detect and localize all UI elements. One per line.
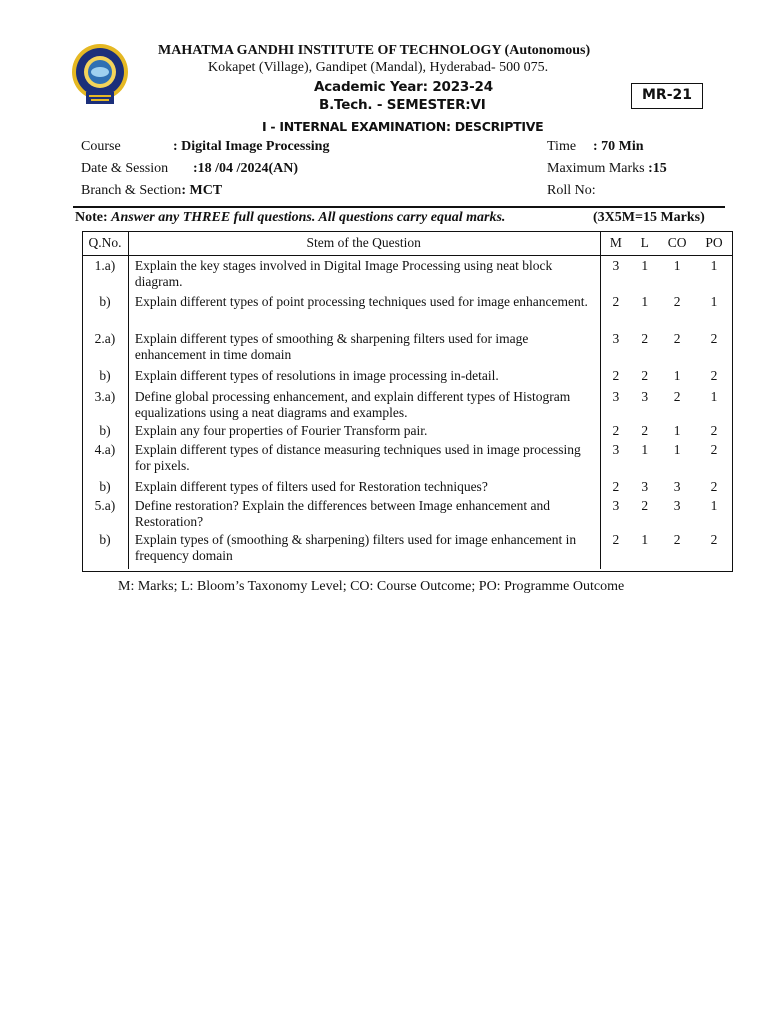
max-marks-value: :15 [648, 161, 667, 176]
table-header-row [82, 231, 733, 256]
question-number: b) [82, 367, 128, 388]
note [75, 210, 505, 226]
question-stem: Explain the key stages involved in Digital Image Processing using neat block diagram. [128, 256, 601, 293]
date-session-label: Date & Session [81, 161, 169, 176]
marks-cell: 2 [612, 531, 620, 547]
programme-outcome-cell: 2 [710, 367, 718, 383]
question-stem: Explain any four properties of Fourier Transform pair. [128, 422, 601, 441]
bloom-level-cell: 2 [641, 422, 649, 438]
institute-address: Kokapet (Village), Gandipet (Mandal), Hyderabad- 500 075. [208, 60, 549, 75]
course-outcome-cell: 1 [673, 441, 681, 457]
max-marks [547, 161, 667, 177]
programme-outcome-cell: 2 [710, 531, 718, 547]
marks-cell: 2 [612, 422, 620, 438]
course-outcome-cell: 2 [673, 293, 681, 309]
question-number: 4.a) [82, 441, 128, 478]
programme-outcome-cell: 1 [710, 497, 718, 513]
table-row [82, 388, 733, 422]
time-label: Time [547, 139, 577, 154]
bloom-level-cell: 1 [641, 441, 649, 457]
marks-cell: 2 [612, 293, 620, 309]
bloom-level-cell: 1 [641, 293, 649, 309]
divider [73, 206, 725, 208]
institute-title: MAHATMA GANDHI INSTITUTE OF TECHNOLOGY [158, 43, 502, 58]
course-outcome-cell: 2 [673, 330, 681, 346]
table-row [82, 422, 733, 441]
table-row [82, 330, 733, 367]
course-outcome-cell: 1 [673, 258, 681, 273]
course-label: Course [81, 139, 121, 154]
regulation-box: MR-21 [631, 83, 703, 109]
header-m: M [601, 231, 630, 256]
marks-cell: 3 [612, 497, 620, 513]
course-outcome-cell: 2 [673, 531, 681, 547]
semester: B.Tech. - SEMESTER:VI [319, 97, 486, 113]
header-l: L [630, 231, 659, 256]
question-number: b) [82, 422, 128, 441]
question-stem: Define global processing enhancement, and explain different types of Histogram equalizations using a neat diagrams and examples. [128, 388, 601, 422]
table-row [82, 293, 733, 330]
question-number: b) [82, 293, 128, 330]
table-row [82, 367, 733, 388]
institute-name [158, 43, 590, 59]
legend: M: Marks; L: Bloom’s Taxonomy Level; CO: Course Outcome; PO: Programme Outcome [118, 579, 625, 594]
programme-outcome-cell: 2 [710, 422, 718, 438]
table-body [82, 256, 733, 569]
bloom-level-cell: 2 [641, 330, 649, 346]
bloom-level-cell: 2 [641, 367, 649, 383]
academic-year: Academic Year: 2023-24 [314, 79, 493, 95]
course-outcome-cell: 1 [673, 367, 681, 383]
time-value: : 70 Min [593, 139, 644, 154]
question-stem: Explain different types of resolutions in image processing in-detail. [128, 367, 601, 388]
table-row [82, 478, 733, 497]
marks-cell: 3 [612, 388, 620, 404]
table-row [82, 441, 733, 478]
programme-outcome-cell: 1 [710, 293, 718, 309]
bloom-level-cell: 3 [641, 388, 649, 404]
question-number: 2.a) [82, 330, 128, 367]
question-number: b) [82, 478, 128, 497]
autonomous-label: (Autonomous) [504, 43, 591, 58]
question-number: 5.a) [82, 497, 128, 531]
header-stem: Stem of the Question [128, 231, 601, 256]
question-number: 1.a) [82, 256, 128, 293]
branch-value: : MCT [181, 183, 223, 198]
question-stem: Explain different types of distance measuring techniques used in image processing for pixels. [128, 441, 601, 478]
branch-section [81, 183, 222, 199]
note-label: Note: [75, 210, 108, 225]
programme-outcome-cell: 1 [710, 388, 718, 404]
marks-cell: 3 [612, 441, 620, 457]
note-marks: (3X5M=15 Marks) [593, 210, 705, 225]
question-stem: Explain different types of point processing techniques used for image enhancement. [128, 293, 601, 330]
course-outcome-cell: 2 [673, 388, 681, 404]
header-qno: Q.No. [82, 231, 128, 256]
marks-cell: 2 [612, 478, 620, 494]
question-stem: Explain types of (smoothing & sharpening) filters used for image enhancement in frequency domain [128, 531, 601, 569]
roll-no-label: Roll No: [547, 183, 596, 198]
question-stem: Define restoration? Explain the differences between Image enhancement and Restoration? [128, 497, 601, 531]
course-value: : Digital Image Processing [173, 139, 330, 154]
bloom-level-cell: 1 [641, 258, 649, 273]
table-row [82, 256, 733, 293]
course-outcome-cell: 1 [673, 422, 681, 438]
table-row [82, 531, 733, 569]
course-outcome-cell: 3 [673, 497, 681, 513]
header-po: PO [695, 231, 733, 256]
marks-cell: 2 [612, 367, 620, 383]
bloom-level-cell: 3 [641, 478, 649, 494]
question-stem: Explain different types of smoothing & sharpening filters used for image enhancement in time domain [128, 330, 601, 367]
institute-logo-icon [70, 42, 130, 106]
table-row [82, 497, 733, 531]
note-text: Answer any THREE full questions. All questions carry equal marks. [111, 210, 506, 225]
bloom-level-cell: 2 [641, 497, 649, 513]
question-table [82, 231, 733, 569]
branch-label: Branch & Section [81, 183, 182, 198]
question-number: b) [82, 531, 128, 569]
programme-outcome-cell: 2 [710, 330, 718, 346]
programme-outcome-cell: 2 [710, 441, 718, 457]
course-outcome-cell: 3 [673, 478, 681, 494]
programme-outcome-cell: 2 [710, 478, 718, 494]
marks-cell: 3 [612, 258, 620, 273]
marks-cell: 3 [612, 330, 620, 346]
question-number: 3.a) [82, 388, 128, 422]
question-stem: Explain different types of filters used for Restoration techniques? [128, 478, 601, 497]
bloom-level-cell: 1 [641, 531, 649, 547]
exam-type: I - INTERNAL EXAMINATION: DESCRIPTIVE [262, 119, 544, 134]
date-session-value: :18 /04 /2024(AN) [193, 161, 298, 176]
programme-outcome-cell: 1 [710, 258, 718, 273]
header-co: CO [659, 231, 695, 256]
max-marks-label: Maximum Marks [547, 161, 645, 176]
